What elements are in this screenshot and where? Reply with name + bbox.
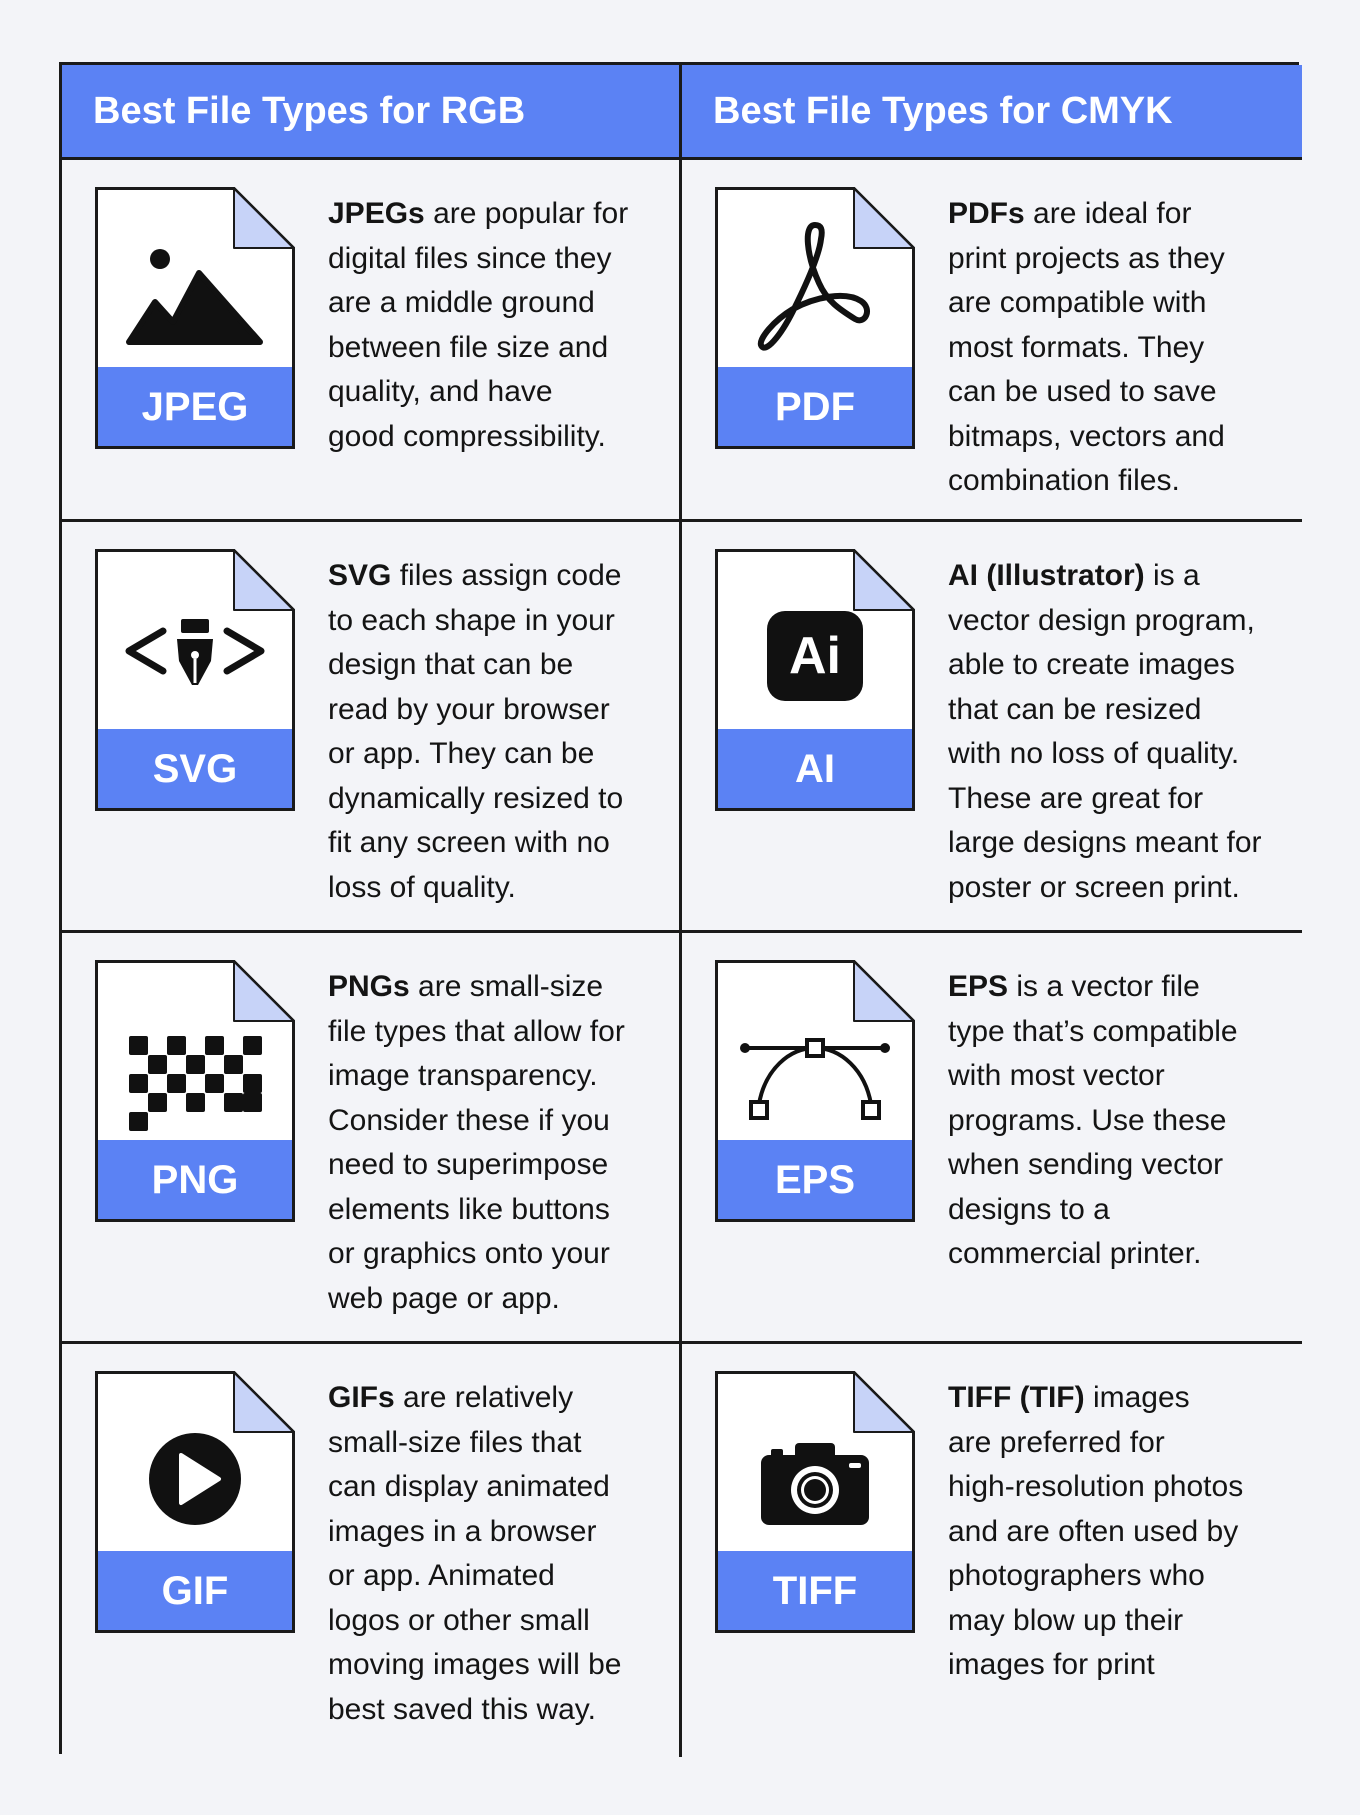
- pdf-label: PDF: [775, 384, 855, 429]
- eps-text: is a vector file type that’s compatible with most vector programs. Use these when sending vector designs to a commercial printer.: [948, 970, 1238, 1270]
- jpeg-name: JPEGs: [328, 197, 425, 230]
- png-label: PNG: [151, 1157, 239, 1202]
- ai-label: AI: [795, 746, 835, 791]
- tiff-cell: [682, 1344, 1302, 1757]
- file-types-table: [59, 62, 1299, 1754]
- jpeg-file-icon: [95, 187, 295, 449]
- tiff-file-icon: [715, 1371, 915, 1633]
- pen-tool-code-icon: [95, 549, 295, 727]
- gif-name: GIFs: [328, 1381, 395, 1414]
- png-description: [328, 965, 668, 1321]
- eps-description: [948, 965, 1288, 1277]
- ai-name: AI (Illustrator): [948, 559, 1145, 592]
- image-icon: [95, 187, 295, 365]
- gif-text: are relatively small-size files that can display animated images in a browser or app. Animated logos or other small moving images will be best saved this way.: [328, 1381, 622, 1726]
- png-name: PNGs: [328, 970, 410, 1003]
- svg-cell: [62, 522, 682, 933]
- camera-icon: [715, 1371, 915, 1549]
- pdf-name: PDFs: [948, 197, 1025, 230]
- eps-file-icon: [715, 960, 915, 1222]
- pdf-text: are ideal for print projects as they are compatible with most formats. They can be used to save bitmaps, vectors and combination files.: [948, 197, 1225, 497]
- svg-text: files assign code to each shape in your design that can be read by your browser or app. They can be dynamically resized to fit any screen with no loss of quality.: [328, 559, 624, 904]
- pdf-file-icon: [715, 187, 915, 449]
- tiff-description: [948, 1376, 1288, 1688]
- eps-cell: [682, 933, 1302, 1344]
- tiff-text: images are preferred for high-resolution photos and are often used by photographers who may blow up their images for print: [948, 1381, 1244, 1681]
- pdf-cell: [682, 160, 1302, 522]
- tiff-label: TIFF: [772, 1568, 858, 1613]
- png-cell: [62, 933, 682, 1344]
- gif-label: GIF: [161, 1568, 229, 1613]
- png-text: are small-size file types that allow for image transparency. Consider these if you need to superimpose elements like buttons or graphics onto your web page or app.: [328, 970, 625, 1315]
- tiff-name: TIFF (TIF): [948, 1381, 1085, 1414]
- pdf-description: [948, 192, 1288, 504]
- illustrator-logo-text: Ai: [789, 627, 841, 685]
- bezier-curve-icon: [715, 960, 915, 1138]
- jpeg-cell: [62, 160, 682, 522]
- play-icon: [95, 1371, 295, 1549]
- svg-label: SVG: [152, 746, 238, 791]
- illustrator-icon: [715, 549, 915, 727]
- eps-label: EPS: [774, 1157, 856, 1202]
- eps-name: EPS: [948, 970, 1009, 1003]
- jpeg-description: [328, 192, 668, 459]
- checkerboard-icon: [95, 960, 295, 1138]
- jpeg-text: are popular for digital files since they are a middle ground between file size and quality, and have good compressibility.: [328, 197, 629, 453]
- svg-description: [328, 554, 668, 910]
- gif-description: [328, 1376, 668, 1732]
- png-file-icon: [95, 960, 295, 1222]
- gif-file-icon: [95, 1371, 295, 1633]
- ai-cell: [682, 522, 1302, 933]
- acrobat-icon: [715, 187, 915, 365]
- ai-text: is a vector design program, able to create images that can be resized with no loss of quality. These are great for large designs meant for poster or screen print.: [948, 559, 1262, 904]
- ai-description: [948, 554, 1288, 910]
- cmyk-header: Best File Types for CMYK: [682, 65, 1302, 160]
- gif-cell: [62, 1344, 682, 1757]
- ai-file-icon: [715, 549, 915, 811]
- rgb-header: Best File Types for RGB: [62, 65, 682, 160]
- jpeg-label: JPEG: [141, 384, 249, 429]
- svg-name: SVG: [328, 559, 392, 592]
- svg-file-icon: [95, 549, 295, 811]
